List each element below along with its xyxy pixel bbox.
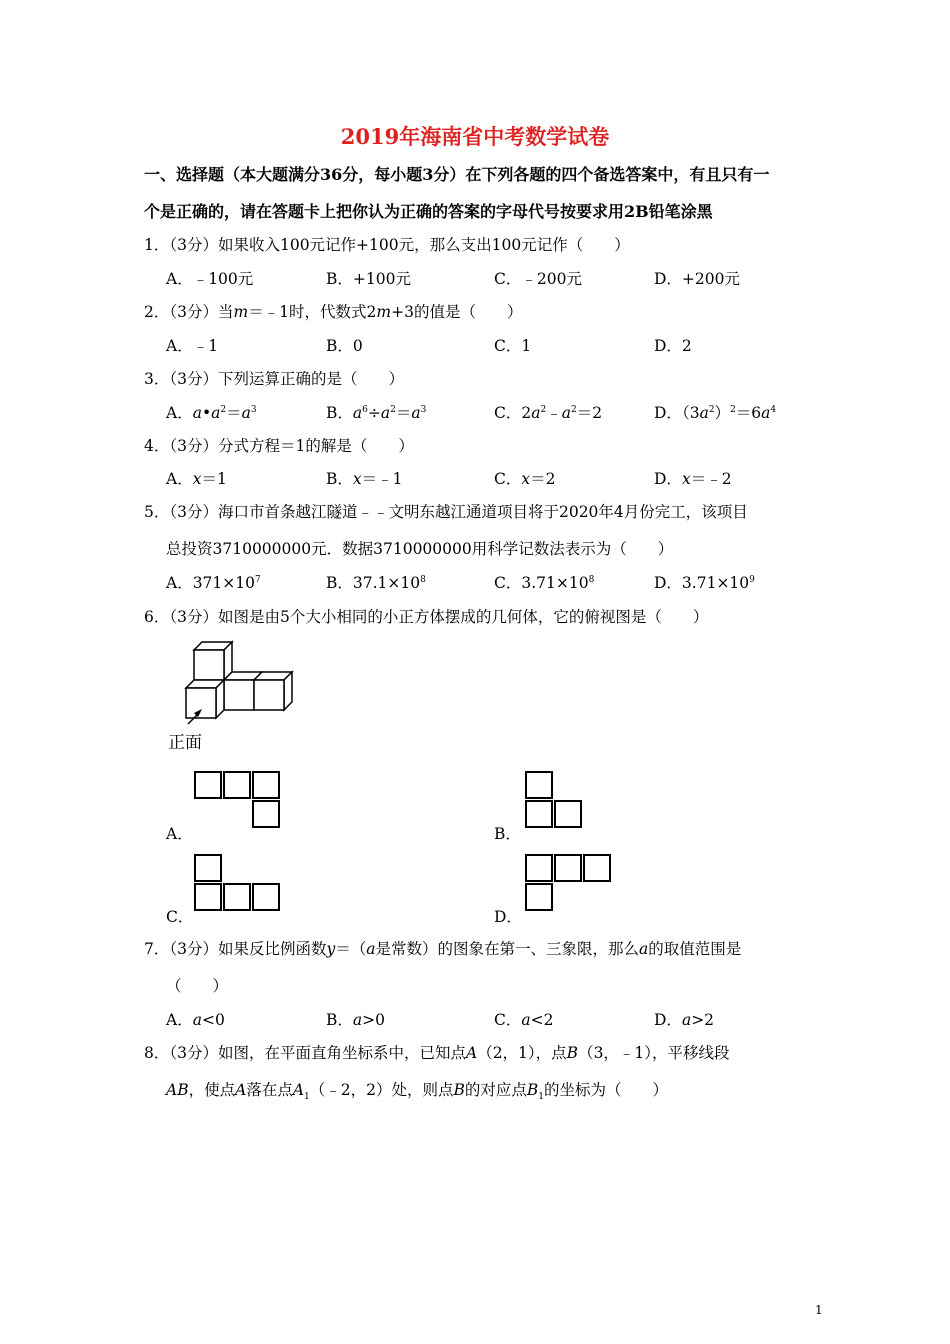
page-number: 1 (815, 1303, 823, 1317)
question-4: 4．（3分）分式方程＝1的解是（ ） (144, 437, 414, 455)
q6-option-a: A． (166, 825, 193, 843)
q4-option-c: C．x＝2 (494, 470, 556, 488)
q2-option-a: A．﹣1 (166, 337, 219, 355)
question-5-line1: 5．（3分）海口市首条越江隧道﹣﹣文明东越江通道项目将于2020年4月份完工，该项目 (144, 503, 748, 521)
question-1: 1．（3分）如果收入100元记作+100元，那么支出100元记作（ ） (144, 236, 630, 254)
q2-option-d: D．2 (654, 337, 692, 355)
page-title: 2019年海南省中考数学试卷 (340, 124, 610, 149)
q3-option-d: D．$(3a^2)^2=6a^4$ (654, 404, 777, 422)
q7-option-c: C．a<2 (494, 1011, 554, 1029)
question-7-line2: （ ） (166, 977, 229, 995)
q5-option-a: A．$371\times 10^7$ (166, 574, 261, 592)
front-view-label: 正面 (168, 733, 202, 753)
q3-option-c: C．$2a^2﹣a^2=2$ (494, 404, 603, 422)
q1-option-a: A．﹣100元 (166, 270, 254, 288)
question-5-line2: 总投资3710000000元．数据3710000000用科学记数法表示为（ ） (166, 540, 674, 558)
q1-option-d: D．+200元 (654, 270, 740, 288)
section-heading-line2: 个是正确的，请在答题卡上把你认为正确的答案的字母代号按要求用2B铅笔涂黑 (144, 202, 713, 221)
question-2: 2．（3分）当m＝﹣1时，代数式2m+3的值是（ ） (144, 303, 523, 321)
q7-option-a: A．a<0 (166, 1011, 225, 1029)
q6-option-c: C． (166, 908, 194, 926)
q5-option-c: C．$3.71\times 10^8$ (494, 574, 595, 592)
question-8-line2: AB，使点A落在点$A_1(﹣2$，2）处，则点B的对应点$B_1$的坐标为（ ） (166, 1081, 669, 1103)
q5-option-b: B．$37.1\times 10^8$ (326, 574, 426, 592)
q2-option-c: C．1 (494, 337, 532, 355)
cube-front-face (186, 688, 216, 718)
q4-option-b: B．x＝﹣1 (326, 470, 403, 488)
section-heading-line1: 一、选择题（本大题满分36分，每小题3分）在下列各题的四个备选答案中，有且只有一 (144, 165, 770, 184)
q5-option-d: D．$3.71\times 10^9$ (654, 574, 755, 592)
q7-option-d: D．a>2 (654, 1011, 715, 1029)
q6-option-b: B． (494, 825, 521, 843)
q4-option-d: D．x＝﹣2 (654, 470, 732, 488)
q4-option-a: A．x＝1 (166, 470, 227, 488)
q2-option-b: B．0 (326, 337, 363, 355)
q7-option-b: B．a>0 (326, 1011, 385, 1029)
question-6: 6．（3分）如图是由5个大小相同的小正方体摆成的几何体，它的俯视图是（ ） (144, 608, 709, 626)
q6-option-d: D． (494, 908, 522, 926)
cube-top-front-face (194, 650, 224, 680)
question-7: 7．（3分）如果反比例函数y＝（a是常数）的图象在第一、三象限，那么a的取值范围是 (144, 940, 742, 958)
q1-option-c: C．﹣200元 (494, 270, 582, 288)
q3-option-a: A．$a•a^2=a^3$ (166, 404, 257, 422)
question-8: 8．（3分）如图，在平面直角坐标系中，已知点A（2，1），点B（3，﹣1），平移线段 (144, 1044, 730, 1062)
cube-stack-figure (180, 636, 300, 726)
q1-option-b: B．+100元 (326, 270, 411, 288)
q3-option-b: B．$a^6\div a^2=a^3$ (326, 404, 427, 422)
question-3: 3．（3分）下列运算正确的是（ ） (144, 370, 404, 388)
